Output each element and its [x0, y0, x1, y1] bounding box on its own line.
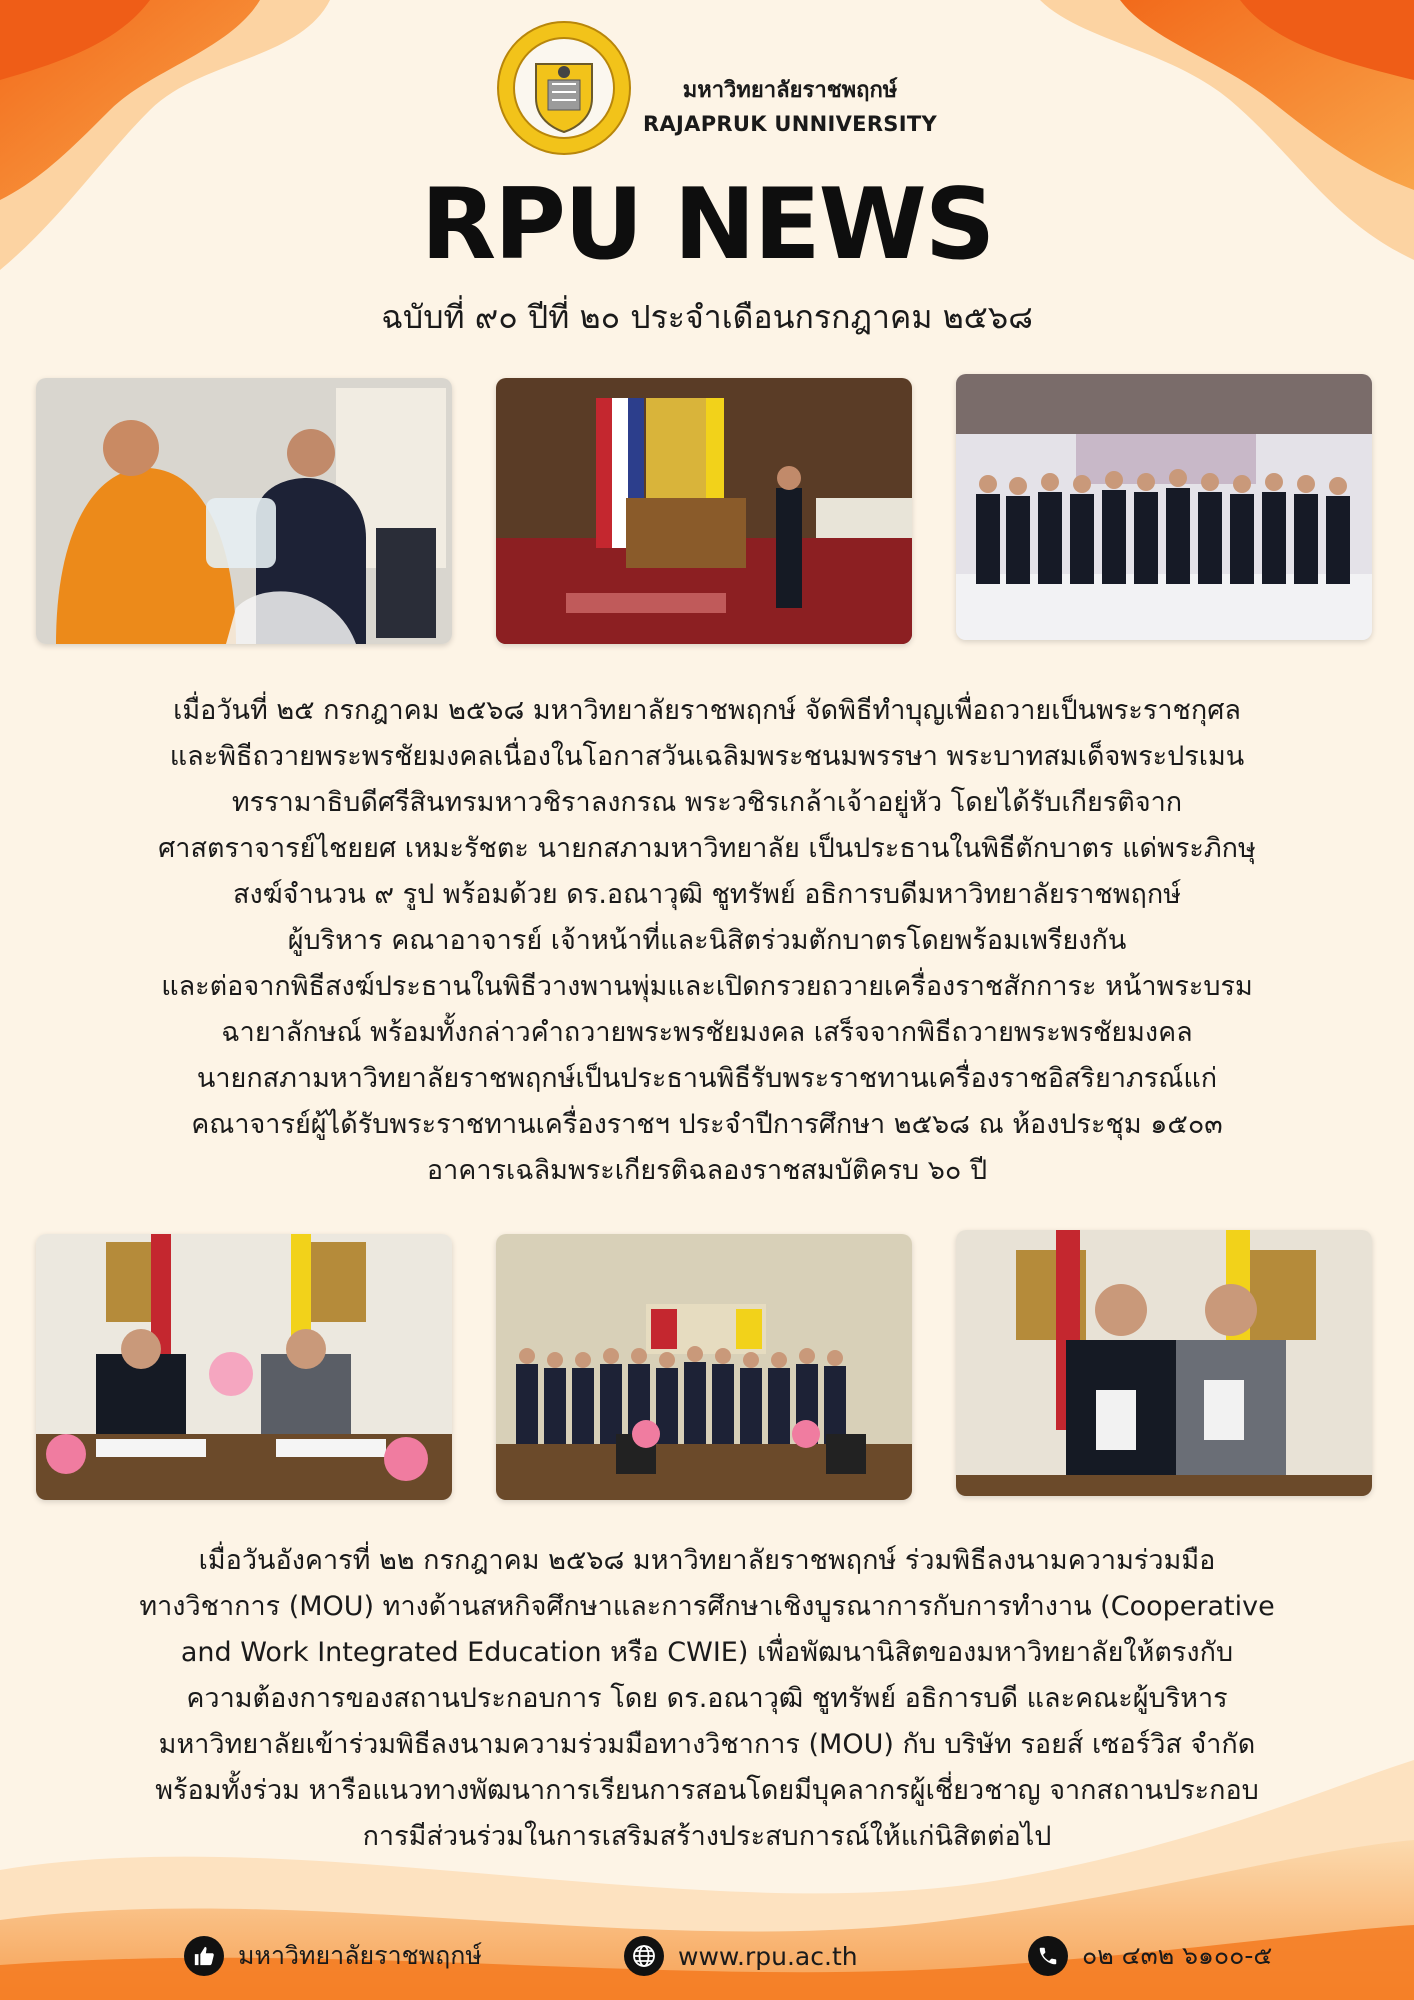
university-logo: [496, 20, 632, 156]
article-2-text: [20, 1538, 1394, 1860]
footer-website[interactable]: [624, 1936, 858, 1976]
article-1-line: เมื่อวันที่ ๒๕ กรกฎาคม ๒๕๖๘ มหาวิทยาลัยราชพฤกษ์ จัดพิธีทำบุญเพื่อถวายเป็นพระราชกุศล: [173, 695, 1241, 726]
photo-mou-signing: [36, 1234, 452, 1500]
phone-icon: [1028, 1936, 1068, 1976]
photo-royal-offering-ceremony: [496, 378, 912, 644]
article-1-line: ศาสตราจารย์ไชยยศ เหมะรัชตะ นายกสภามหาวิทยาลัย เป็นประธานในพิธีตักบาตร แด่พระภิกษุ: [158, 833, 1256, 864]
website-label: www.rpu.ac.th: [678, 1941, 858, 1971]
globe-icon: [624, 1936, 664, 1976]
footer-phone[interactable]: [1028, 1936, 1272, 1976]
article-1-line: คณาจารย์ผู้ได้รับพระราชทานเครื่องราชฯ ประจำปีการศึกษา ๒๕๖๘ ณ ห้องประชุม ๑๕๐๓: [191, 1109, 1223, 1140]
photo-mou-handover: [956, 1230, 1372, 1496]
article-1-line: และต่อจากพิธีสงฆ์ประธานในพิธีวางพานพุ่มและเปิดกรวยถวายเครื่องราชสักการะ หน้าพระบรม: [161, 971, 1253, 1002]
article-1-text: [40, 688, 1374, 1194]
photo-group-award-ceremony: [956, 374, 1372, 640]
facebook-label: มหาวิทยาลัยราชพฤกษ์: [238, 1941, 482, 1970]
article-2-line: ทางวิชาการ (MOU) ทางด้านสหกิจศึกษาและการศึกษาเชิงบูรณาการกับการทำงาน (Cooperative: [139, 1591, 1275, 1622]
article-1-line: สงฆ์จำนวน ๙ รูป พร้อมด้วย ดร.อณาวุฒิ ชูทรัพย์ อธิการบดีมหาวิทยาลัยราชพฤกษ์: [232, 879, 1182, 910]
article-1-line: อาคารเฉลิมพระเกียรติฉลองราชสมบัติครบ ๖๐ ปี: [426, 1155, 988, 1186]
photo-mou-group: [496, 1234, 912, 1500]
photo-monk-alms-offering: [36, 378, 452, 644]
article-1-line: ผู้บริหาร คณาอาจารย์ เจ้าหน้าที่และนิสิตร่วมตักบาตรโดยพร้อมเพรียงกัน: [287, 925, 1127, 956]
article-2-line: ความต้องการของสถานประกอบการ โดย ดร.อณาวุฒิ ชูทรัพย์ อธิการบดี และคณะผู้บริหาร: [186, 1683, 1228, 1714]
university-name-thai: มหาวิทยาลัยราชพฤกษ์: [682, 78, 898, 103]
article-1-line: นายกสภามหาวิทยาลัยราชพฤกษ์เป็นประธานพิธีรับพระราชทานเครื่องราชอิสริยาภรณ์แก่: [196, 1063, 1218, 1094]
article-1-line: ฉายาลักษณ์ พร้อมทั้งกล่าวคำถวายพระพรชัยมงคล เสร็จจากพิธีถวายพระพรชัยมงคล: [221, 1017, 1193, 1048]
article-2-line: มหาวิทยาลัยเข้าร่วมพิธีลงนามความร่วมมือทางวิชาการ (MOU) กับ บริษัท รอยส์ เซอร์วิส จำกัด: [158, 1729, 1256, 1760]
article-2-line: การมีส่วนร่วมในการเสริมสร้างประสบการณ์ให้แก่นิสิตต่อไป: [362, 1821, 1052, 1852]
article-2-line: พร้อมทั้งร่วม หารือแนวทางพัฒนาการเรียนการสอนโดยมีบุคลากรผู้เชี่ยวชาญ จากสถานประกอบ: [155, 1775, 1259, 1806]
article-1-line: ทรรามาธิบดีศรีสินทรมหาวชิราลงกรณ พระวชิรเกล้าเจ้าอยู่หัว โดยได้รับเกียรติจาก: [231, 787, 1183, 818]
newsletter-title: RPU NEWS: [420, 168, 994, 282]
footer-facebook[interactable]: [184, 1936, 482, 1976]
article-2-line: and Work Integrated Education หรือ CWIE) เพื่อพัฒนานิสิตของมหาวิทยาลัยให้ตรงกับ: [180, 1637, 1234, 1668]
article-1-line: และพิธีถวายพระพรชัยมงคลเนื่องในโอกาสวันเฉลิมพระชนมพรรษา พระบาทสมเด็จพระปรเมน: [169, 741, 1245, 772]
phone-label: ๐๒ ๔๓๒ ๖๑๐๐-๕: [1082, 1941, 1273, 1970]
university-name-english: RAJAPRUK UNNIVERSITY: [643, 112, 937, 136]
issue-line: ฉบับที่ ๙๐ ปีที่ ๒๐ ประจำเดือนกรกฎาคม ๒๕๖๘: [381, 298, 1033, 336]
article-2-line: เมื่อวันอังคารที่ ๒๒ กรกฎาคม ๒๕๖๘ มหาวิทยาลัยราชพฤกษ์ ร่วมพิธีลงนามความร่วมมือ: [198, 1545, 1216, 1576]
thumbs-up-icon: [184, 1936, 224, 1976]
